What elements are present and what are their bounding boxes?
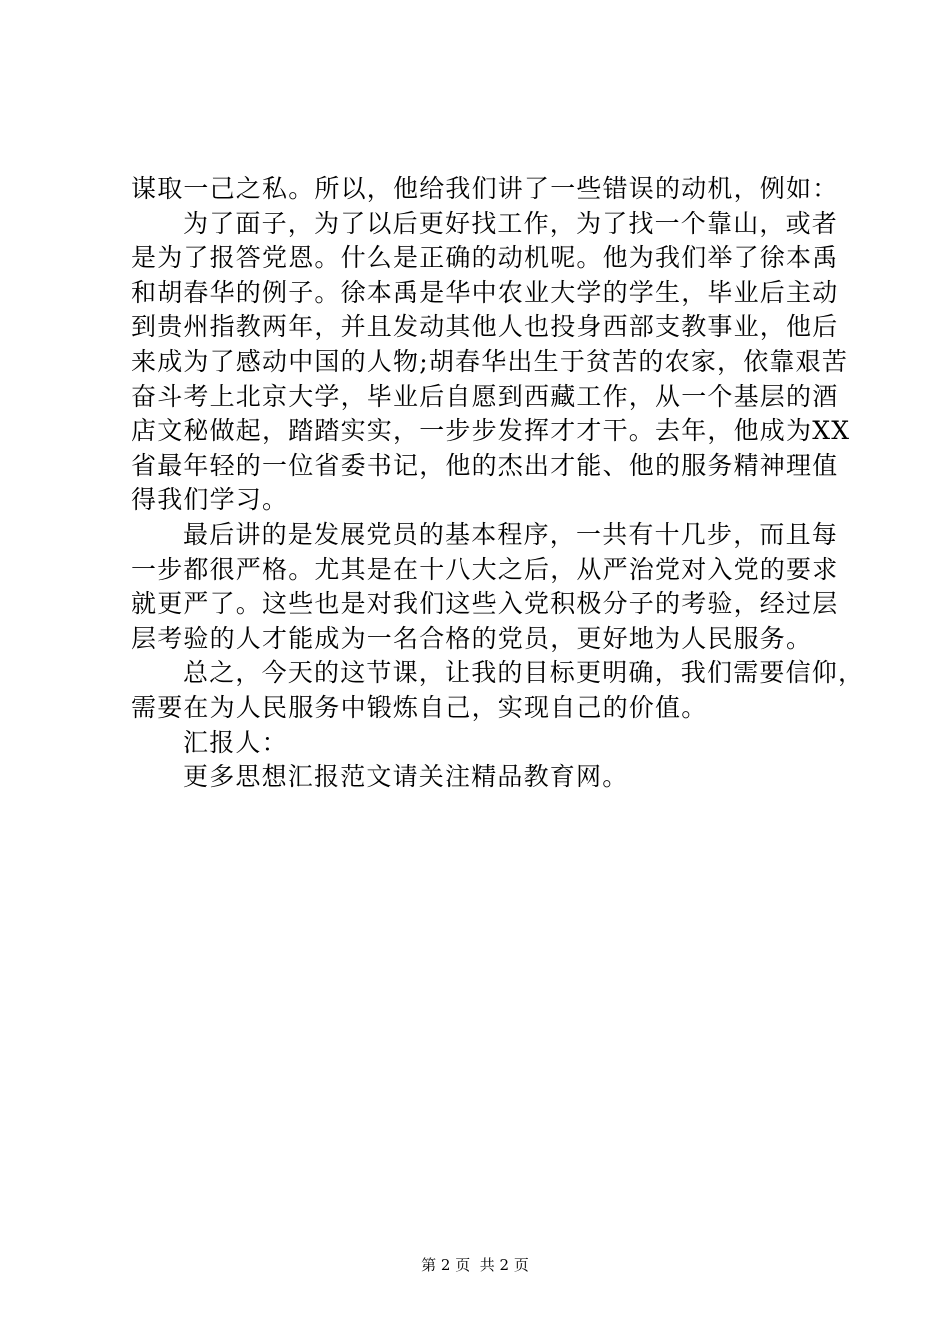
text-line: 来成为了感动中国的人物;胡春华出生于贫苦的农家，依靠艰苦: [131, 346, 849, 376]
text-line: 到贵州指教两年，并且发动其他人也投身西部支教事业，他后: [131, 312, 839, 342]
text-line: 和胡春华的例子。徐本禹是华中农业大学的学生，毕业后主动: [131, 277, 839, 307]
text-line: 店文秘做起，踏踏实实，一步步发挥才才干。去年，他成为XX: [131, 416, 851, 446]
text-line: 是为了报答党恩。什么是正确的动机呢。他为我们举了徐本禹: [131, 243, 839, 273]
text-line: 省最年轻的一位省委书记，他的杰出才能、他的服务精神理值: [131, 450, 839, 480]
text-line: 层考验的人才能成为一名合格的党员，更好地为人民服务。: [131, 623, 813, 653]
document-body: [131, 172, 865, 795]
text-line: 总之，今天的这节课，让我的目标更明确，我们需要信仰，: [183, 658, 865, 688]
text-line: 谋取一己之私。所以，他给我们讲了一些错误的动机，例如：: [131, 174, 839, 203]
text-line: 就更严了。这些也是对我们这些入党积极分子的考验，经过层: [131, 589, 839, 619]
page-number: 第 2 页 共 2 页: [421, 1256, 529, 1274]
text-line: 得我们学习。: [131, 485, 289, 515]
text-line: 更多思想汇报范文请关注精品教育网。: [183, 762, 629, 792]
text-line: 最后讲的是发展党员的基本程序，一共有十几步，而且每: [183, 519, 839, 549]
page-footer: [0, 1255, 950, 1275]
text-line: 奋斗考上北京大学，毕业后自愿到西藏工作，从一个基层的酒: [131, 381, 839, 411]
text-line: 需要在为人民服务中锻炼自己，实现自己的价值。: [131, 692, 708, 722]
reporter-line: 汇报人：: [183, 727, 288, 757]
text-line: 为了面子，为了以后更好找工作，为了找一个靠山，或者: [183, 208, 839, 238]
text-line: 一步都很严格。尤其是在十八大之后，从严治党对入党的要求: [131, 554, 839, 584]
